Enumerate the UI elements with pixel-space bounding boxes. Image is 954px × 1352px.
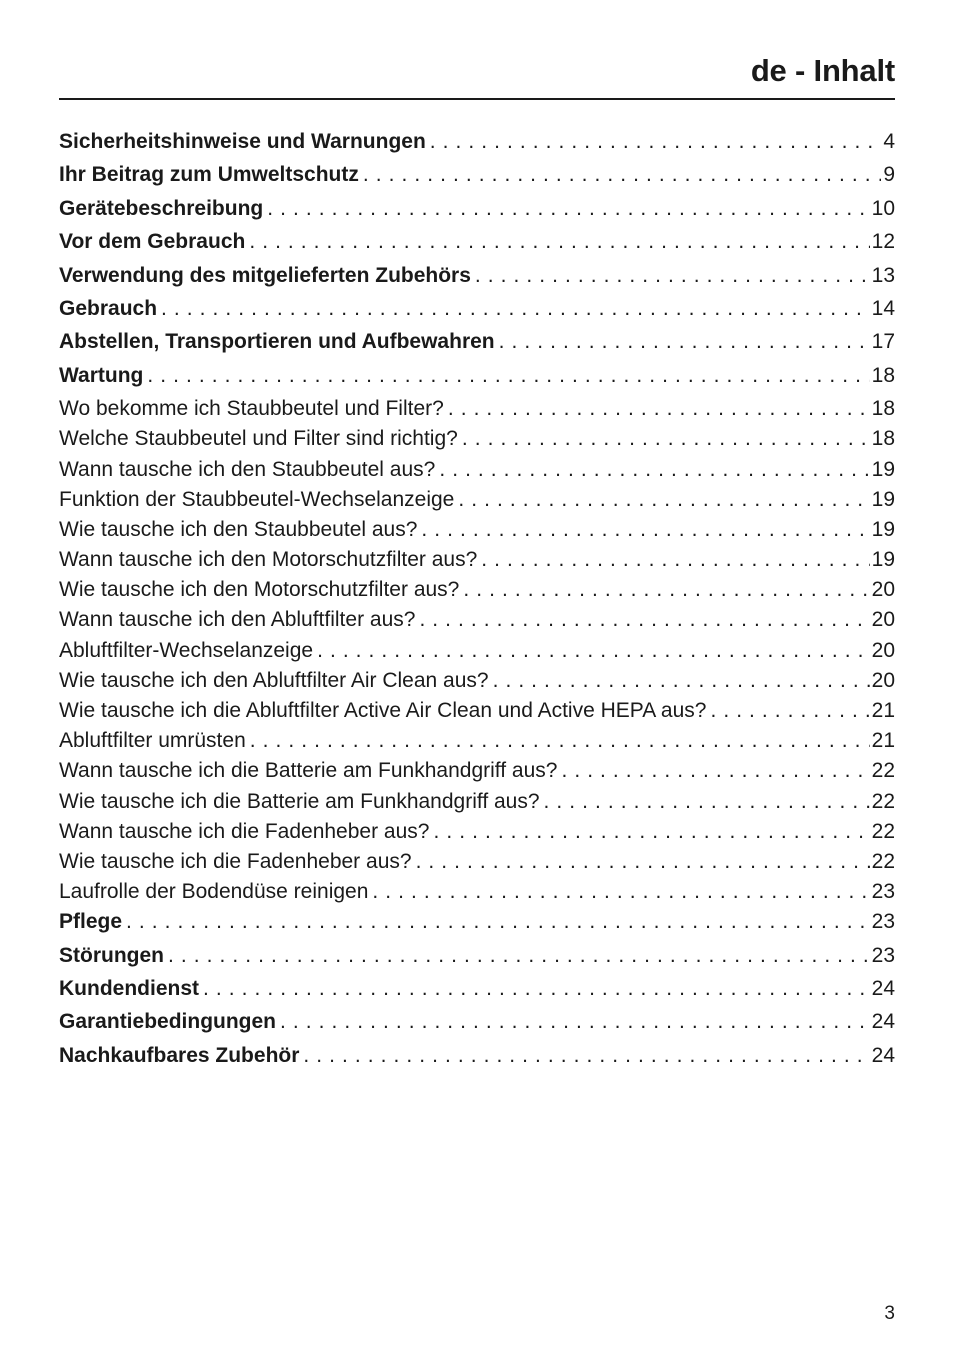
toc-section-entry[interactable] xyxy=(59,696,895,726)
toc-section-entry[interactable] xyxy=(59,545,895,575)
toc-entry-page: 19 xyxy=(871,457,895,481)
toc-section-entry[interactable] xyxy=(59,787,895,817)
toc-entry-page: 23 xyxy=(871,943,895,967)
toc-entry-title: Wie tausche ich den Abluftfilter Air Clean aus? xyxy=(59,668,489,692)
page-number: 3 xyxy=(884,1303,895,1324)
toc-entry-page: 19 xyxy=(871,517,895,541)
toc-chapter-entry[interactable] xyxy=(59,160,895,193)
toc-section-entry[interactable] xyxy=(59,455,895,485)
toc-dot-leader xyxy=(475,261,870,291)
toc-entry-title: Laufrolle der Bodendüse reinigen xyxy=(59,880,369,904)
toc-entry-page: 13 xyxy=(871,263,895,287)
toc-entry-page: 19 xyxy=(871,487,895,511)
toc-entry-page: 4 xyxy=(883,130,895,153)
toc-section-entry[interactable] xyxy=(59,424,895,454)
toc-entry-page: 20 xyxy=(871,608,895,632)
toc-entry-title: Ihr Beitrag zum Umweltschutz xyxy=(59,163,359,187)
toc-entry-title: Wo bekomme ich Staubbeutel und Filter? xyxy=(59,397,444,421)
toc-chapter-entry[interactable] xyxy=(59,127,895,160)
toc-entry-title: Gebrauch xyxy=(59,296,158,320)
toc-section-entry[interactable] xyxy=(59,847,895,877)
toc-entry-page: 22 xyxy=(871,819,895,843)
toc-dot-leader xyxy=(462,424,870,454)
toc-chapter-entry[interactable] xyxy=(59,361,895,394)
toc-section-entry[interactable] xyxy=(59,756,895,786)
toc-dot-leader xyxy=(421,515,869,545)
toc-entry-title: Abluftfilter umrüsten xyxy=(59,729,246,753)
toc-chapter-entry[interactable] xyxy=(59,194,895,227)
toc-dot-leader xyxy=(203,974,870,1004)
toc-entry-page: 23 xyxy=(871,880,895,904)
toc-entry-title: Wann tausche ich die Fadenheber aus? xyxy=(59,819,430,843)
toc-dot-leader xyxy=(458,485,869,515)
toc-dot-leader xyxy=(433,817,869,847)
toc-section-entry[interactable] xyxy=(59,817,895,847)
toc-dot-leader xyxy=(126,907,870,937)
toc-dot-leader xyxy=(168,941,870,971)
toc-entry-title: Funktion der Staubbeutel-Wechselanzeige xyxy=(59,487,455,511)
toc-entry-page: 21 xyxy=(871,729,895,753)
toc-entry-title: Wie tausche ich die Fadenheber aus? xyxy=(59,849,412,873)
toc-dot-leader xyxy=(561,756,869,786)
toc-entry-page: 12 xyxy=(871,230,895,254)
toc-entry-page: 20 xyxy=(871,578,895,602)
toc-dot-leader xyxy=(430,127,882,157)
toc-entry-title: Abstellen, Transportieren und Aufbewahren xyxy=(59,330,495,354)
toc-dot-leader xyxy=(493,666,870,696)
toc-chapter-entry[interactable] xyxy=(59,294,895,327)
toc-section-entry[interactable] xyxy=(59,575,895,605)
toc-entry-page: 17 xyxy=(871,330,895,354)
toc-dot-leader xyxy=(249,227,869,257)
toc-dot-leader xyxy=(161,294,870,324)
toc-entry-page: 18 xyxy=(871,363,895,387)
toc-entry-page: 22 xyxy=(871,759,895,783)
toc-entry-page: 22 xyxy=(871,789,895,813)
toc-dot-leader xyxy=(363,160,881,190)
toc-entry-title: Verwendung des mitgelieferten Zubehörs xyxy=(59,263,471,287)
toc-entry-page: 14 xyxy=(871,296,895,320)
toc-entry-title: Sicherheitshinweise und Warnungen xyxy=(59,130,426,153)
toc-dot-leader xyxy=(544,787,870,817)
toc-entry-title: Wie tausche ich die Abluftfilter Active Air Clean und Active HEPA aus? xyxy=(59,699,707,722)
toc-entry-title: Wann tausche ich den Motorschutzfilter aus? xyxy=(59,548,478,572)
toc-section-entry[interactable] xyxy=(59,666,895,696)
toc-chapter-entry[interactable] xyxy=(59,941,895,974)
toc-section-entry[interactable] xyxy=(59,726,895,756)
toc-entry-title: Wann tausche ich den Abluftfilter aus? xyxy=(59,608,416,632)
toc-chapter-entry[interactable] xyxy=(59,327,895,360)
toc-entry-title: Störungen xyxy=(59,943,164,967)
toc-entry-page: 24 xyxy=(871,977,895,1001)
toc-dot-leader xyxy=(303,1041,869,1071)
toc-entry-title: Wie tausche ich die Batterie am Funkhandgriff aus? xyxy=(59,789,540,813)
toc-dot-leader xyxy=(710,696,869,726)
toc-dot-leader xyxy=(267,194,869,224)
toc-section-entry[interactable] xyxy=(59,394,895,424)
toc-entry-page: 18 xyxy=(871,427,895,451)
toc-entry-title: Welche Staubbeutel und Filter sind richtig? xyxy=(59,427,458,451)
toc-entry-title: Nachkaufbares Zubehör xyxy=(59,1043,300,1067)
toc-dot-leader xyxy=(463,575,869,605)
toc-dot-leader xyxy=(317,636,870,666)
toc-section-entry[interactable] xyxy=(59,605,895,635)
toc-entry-title: Pflege xyxy=(59,910,123,934)
toc-dot-leader xyxy=(419,605,869,635)
toc-entry-page: 20 xyxy=(871,638,895,662)
toc-entry-page: 24 xyxy=(871,1043,895,1067)
toc-chapter-entry[interactable] xyxy=(59,1041,895,1074)
toc-entry-page: 20 xyxy=(871,668,895,692)
toc-entry-title: Vor dem Gebrauch xyxy=(59,230,246,254)
toc-section-entry[interactable] xyxy=(59,485,895,515)
toc-entry-title: Kundendienst xyxy=(59,977,199,1001)
toc-entry-title: Wie tausche ich den Staubbeutel aus? xyxy=(59,517,418,541)
toc-dot-leader xyxy=(280,1007,870,1037)
toc-dot-leader xyxy=(250,726,870,756)
toc-entry-page: 10 xyxy=(871,196,895,220)
toc-section-entry[interactable] xyxy=(59,877,895,907)
toc-entry-page: 18 xyxy=(871,397,895,421)
toc-chapter-entry[interactable] xyxy=(59,227,895,260)
toc-entry-title: Garantiebedingungen xyxy=(59,1010,277,1034)
toc-dot-leader xyxy=(499,327,870,357)
title-divider xyxy=(59,98,895,100)
toc-dot-leader xyxy=(481,545,869,575)
toc-chapter-entry[interactable] xyxy=(59,1007,895,1040)
toc-entry-title: Wie tausche ich den Motorschutzfilter aus? xyxy=(59,578,460,602)
toc-entry-page: 24 xyxy=(871,1010,895,1034)
page-title: de - Inhalt xyxy=(750,53,895,88)
toc-entry-title: Gerätebeschreibung xyxy=(59,196,264,220)
toc-dot-leader xyxy=(448,394,870,424)
toc-entry-page: 9 xyxy=(883,163,895,187)
toc-dot-leader xyxy=(147,361,869,391)
toc-dot-leader xyxy=(416,847,870,877)
toc-chapter-entry[interactable] xyxy=(59,974,895,1007)
toc-dot-leader xyxy=(439,455,869,485)
toc-chapter-entry[interactable] xyxy=(59,261,895,294)
toc-entry-title: Abluftfilter-Wechselanzeige xyxy=(59,638,314,662)
table-of-contents xyxy=(59,127,895,1074)
toc-dot-leader xyxy=(372,877,869,907)
toc-entry-page: 21 xyxy=(871,699,895,722)
toc-entry-title: Wann tausche ich die Batterie am Funkhandgriff aus? xyxy=(59,759,558,783)
toc-entry-page: 19 xyxy=(871,548,895,572)
toc-entry-page: 23 xyxy=(871,910,895,934)
toc-entry-title: Wann tausche ich den Staubbeutel aus? xyxy=(59,457,436,481)
toc-section-entry[interactable] xyxy=(59,636,895,666)
toc-chapter-entry[interactable] xyxy=(59,907,895,940)
toc-entry-title: Wartung xyxy=(59,363,144,387)
toc-section-entry[interactable] xyxy=(59,515,895,545)
toc-entry-page: 22 xyxy=(871,849,895,873)
